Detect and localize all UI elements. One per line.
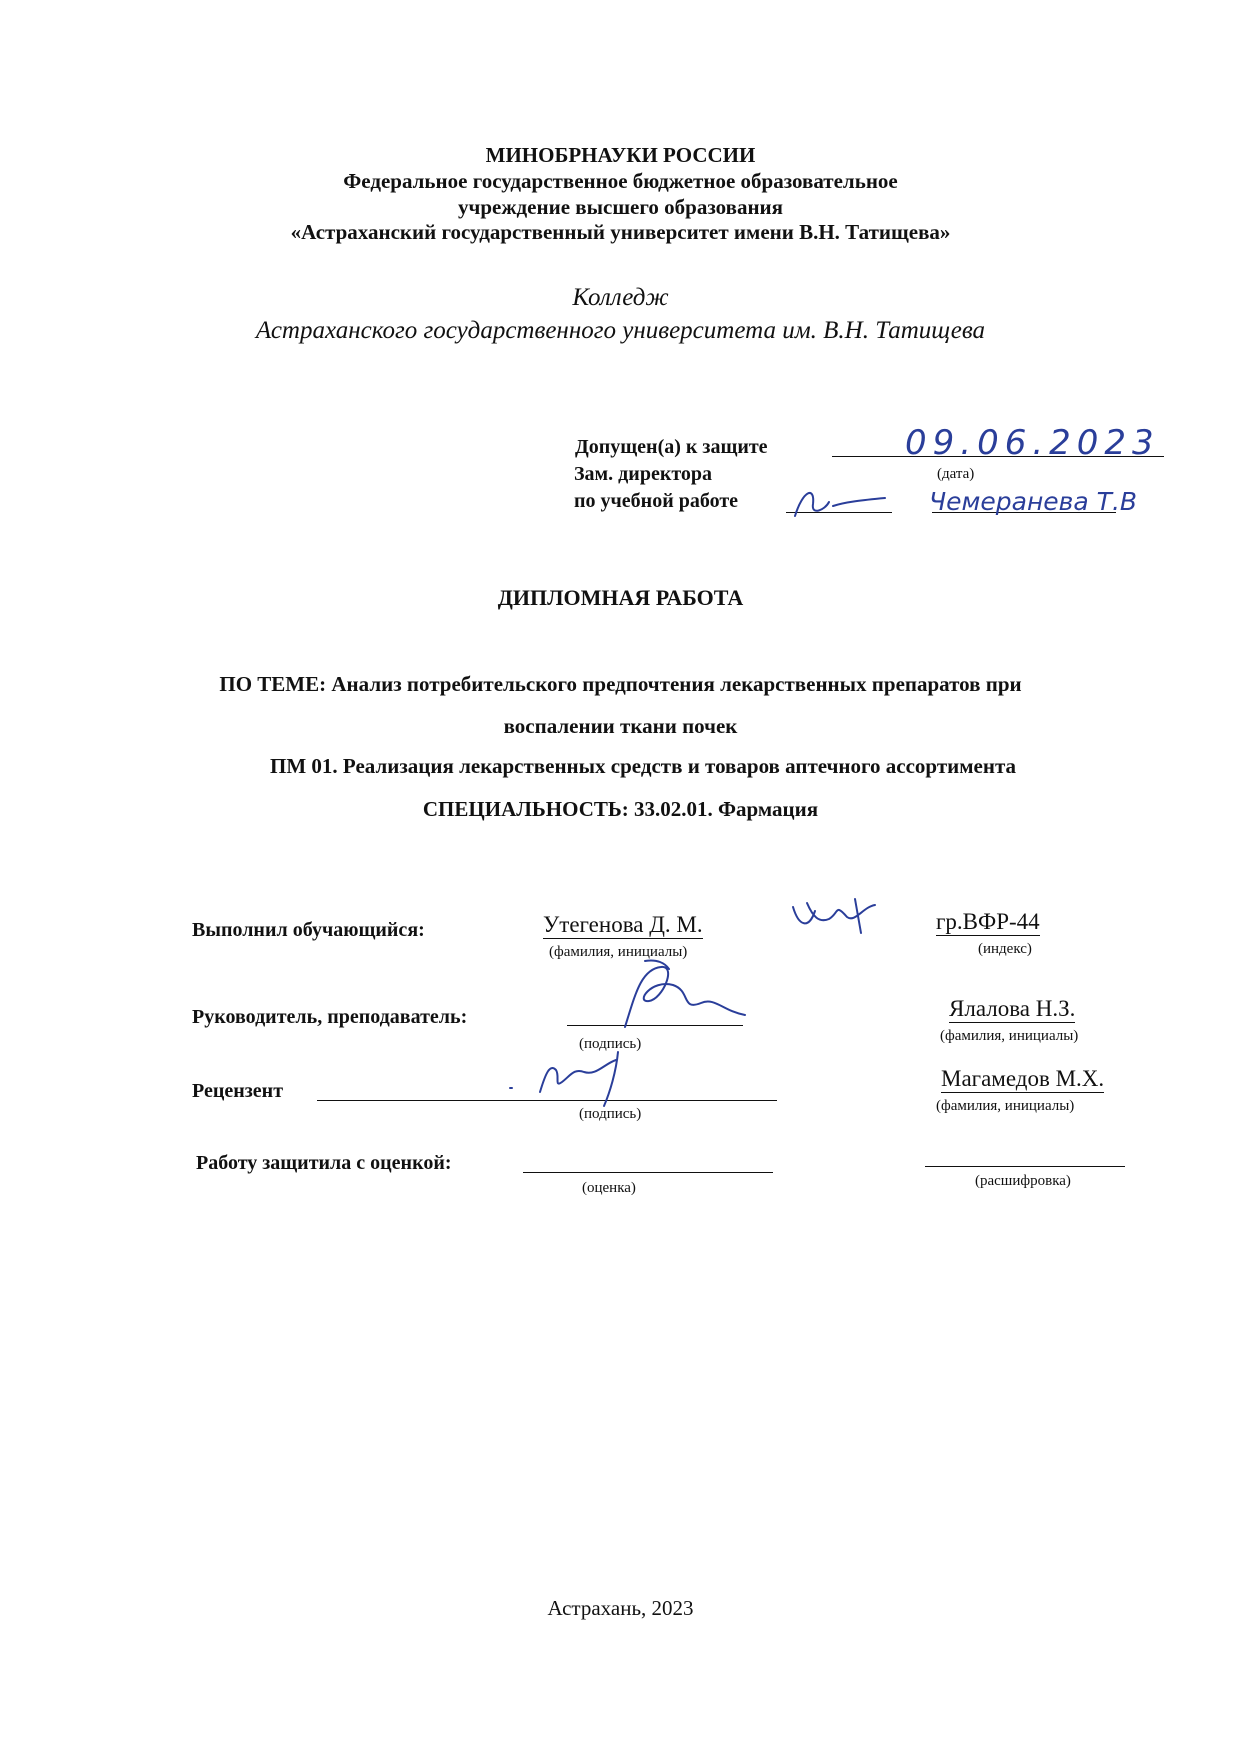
supervisor-sign-caption: (подпись) [579, 1036, 642, 1052]
professional-module: ПМ 01. Реализация лекарственных средств и товаров аптечного ассортимента [270, 754, 1017, 778]
supervisor-name: Ялалова Н.З. [949, 996, 1076, 1021]
topic-line2: воспалении ткани почек [503, 714, 738, 738]
supervisor-label: Руководитель, преподаватель: [192, 1006, 468, 1028]
deputy-signature [785, 480, 895, 525]
student-group: гр.ВФР-44 [936, 909, 1040, 934]
reviewer-signature [500, 1042, 630, 1112]
student-signature [785, 893, 895, 943]
student-group-caption: (индекс) [978, 941, 1032, 957]
reviewer-label: Рецензент [192, 1080, 284, 1102]
supervisor-signature [605, 955, 755, 1035]
city-year: Астрахань, 2023 [547, 1596, 694, 1620]
college-title: Колледж [572, 284, 669, 311]
decoding-line [925, 1166, 1125, 1167]
specialty: СПЕЦИАЛЬНОСТЬ: 33.02.01. Фармация [422, 797, 819, 821]
reviewer-sign-caption: (подпись) [579, 1106, 642, 1122]
reviewer-name: Магамедов М.Х. [941, 1066, 1105, 1091]
deputy-director-label: Зам. директора [574, 463, 713, 485]
institution-type-line1: Федеральное государственное бюджетное образовательное [343, 169, 898, 193]
date-caption: (дата) [937, 466, 975, 482]
handwritten-date [895, 410, 1195, 470]
topic-line1: ПО ТЕМЕ: Анализ потребительского предпочтения лекарственных препаратов при [219, 672, 1022, 696]
work-type: ДИПЛОМНАЯ РАБОТА [497, 585, 744, 610]
grade-caption: (оценка) [582, 1180, 636, 1196]
decoding-caption: (расшифровка) [975, 1173, 1071, 1189]
admission-label: Допущен(а) к защите [575, 436, 768, 458]
grade-line [523, 1172, 773, 1173]
svg-text:Чемеранева Т.В: Чемеранева Т.В [929, 487, 1138, 516]
svg-text:09.06.2023: 09.06.2023 [905, 423, 1160, 463]
student-name-caption: (фамилия, инициалы) [549, 944, 688, 960]
institution-type-line2: учреждение высшего образования [457, 195, 784, 219]
reviewer-name-caption: (фамилия, инициалы) [936, 1098, 1075, 1114]
handwritten-deputy-name [925, 478, 1175, 528]
university-name: «Астраханский государственный университет имени В.Н. Татищева» [290, 220, 951, 244]
deputy-director-label-line2: по учебной работе [574, 490, 739, 512]
student-name: Утегенова Д. М. [543, 912, 703, 937]
defense-label: Работу защитила с оценкой: [196, 1152, 452, 1174]
supervisor-name-caption: (фамилия, инициалы) [940, 1028, 1079, 1044]
college-university: Астраханского государственного университета им. В.Н. Татищева [255, 317, 986, 344]
student-label: Выполнил обучающийся: [192, 919, 425, 941]
ministry-title: МИНОБРНАУКИ РОССИИ [485, 143, 756, 167]
